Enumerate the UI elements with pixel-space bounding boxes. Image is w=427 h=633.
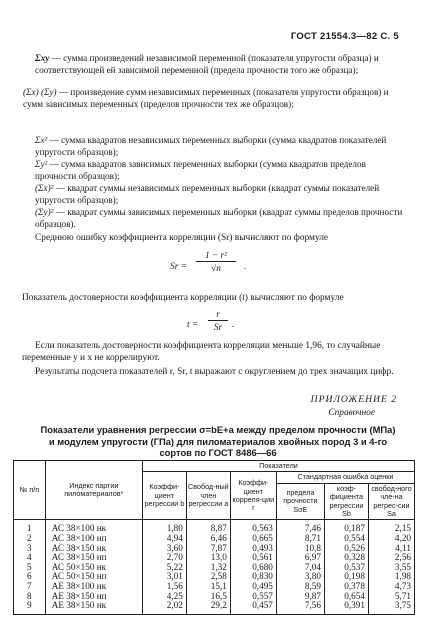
formula-t-lhs: t = xyxy=(187,320,199,330)
row-number-cell: 8 xyxy=(14,592,46,602)
coef-r-cell: 0,557 xyxy=(230,592,276,602)
header-s-a: свобод-ного чле-на регрес-сии Sa xyxy=(368,483,414,520)
error-sigma-cell: 7,04 xyxy=(276,563,324,573)
error-b-cell: 0,526 xyxy=(324,544,368,554)
error-sigma-cell: 3,80 xyxy=(276,572,324,582)
appendix-title: ПРИЛОЖЕНИЕ 2 xyxy=(310,394,397,405)
coef-a-cell: 1,32 xyxy=(186,563,230,573)
error-b-cell: 0,391 xyxy=(324,601,368,614)
error-a-cell: 5,71 xyxy=(368,592,414,602)
definition-text: — сумма квадратов зависимых переменных выборки (сумма квадратов пределов прочности образцов); xyxy=(35,159,366,181)
error-b-cell: 0,537 xyxy=(324,563,368,573)
batch-index-cell: АС 38×150 нп xyxy=(45,553,142,563)
definition-symbol: (Σy)² xyxy=(35,207,54,217)
coef-r-cell: 0,563 xyxy=(230,520,276,534)
row-number-cell: 1 xyxy=(14,520,46,534)
header-r: Коэффи-циент корреля-ции r xyxy=(230,472,276,520)
coef-a-cell: 6,46 xyxy=(186,534,230,544)
definition-text: — квадрат суммы независимых переменных выборки (квадрат суммы показателей упругости образцов); xyxy=(35,183,380,205)
error-b-cell: 0,328 xyxy=(324,553,368,563)
formula-sr-fraction xyxy=(196,250,236,273)
error-a-cell: 4,20 xyxy=(368,534,414,544)
row-number-cell: 9 xyxy=(14,601,46,614)
definition-text: — сумма квадратов независимых переменных выборки (сумма квадратов показателей упругости образцов); xyxy=(35,135,387,157)
definition-symbol: Σxy xyxy=(35,53,50,63)
formula-sr-lhs: Sr = xyxy=(170,262,188,272)
paragraph-sr: Среднюю ошибку коэффициента корреляции (Sr) вычисляют по формуле xyxy=(35,233,329,243)
definition-6 xyxy=(35,207,407,230)
definition-symbol: (Σx) (Σy) xyxy=(23,87,57,97)
error-b-cell: 0,654 xyxy=(324,592,368,602)
coef-r-cell: 0,495 xyxy=(230,582,276,592)
table-body xyxy=(14,520,415,614)
coef-a-cell: 7,87 xyxy=(186,544,230,554)
error-sigma-cell: 7,56 xyxy=(276,601,324,614)
definition-text: — сумма произведений независимой переменной (показателя упругости образца) и соответствующей ей зависимой переменной (предела прочности того же образца); xyxy=(35,53,379,75)
batch-index-cell: АЕ 38×150 нп xyxy=(45,592,142,602)
error-a-cell: 4,73 xyxy=(368,582,414,592)
coef-a-cell: 13,0 xyxy=(186,553,230,563)
error-b-cell: 0,554 xyxy=(324,534,368,544)
coef-a-cell: 2,58 xyxy=(186,572,230,582)
batch-index-cell: АС 38×100 нп xyxy=(45,534,142,544)
batch-index-cell: АС 38×100 нк xyxy=(45,520,142,534)
error-a-cell: 1,98 xyxy=(368,572,414,582)
formula-sr-tail: . xyxy=(244,262,247,272)
coef-r-cell: 0,830 xyxy=(230,572,276,582)
error-sigma-cell: 10,8 xyxy=(276,544,324,554)
coef-r-cell: 0,561 xyxy=(230,553,276,563)
definition-symbol: Σx² xyxy=(35,135,48,145)
definition-text: — квадрат суммы зависимых переменных выборки (квадрат суммы пределов прочности образцов). xyxy=(35,207,403,229)
coef-a-cell: 16,5 xyxy=(186,592,230,602)
coef-a-cell: 8,87 xyxy=(186,520,230,534)
coef-b-cell: 3,60 xyxy=(142,544,186,554)
header-s-b: коэф-фициента регрессии Sb xyxy=(324,483,368,520)
coef-b-cell: 1,80 xyxy=(142,520,186,534)
definition-1 xyxy=(35,53,407,76)
formula-denominator: Sr xyxy=(213,322,223,332)
error-sigma-cell: 8,71 xyxy=(276,534,324,544)
row-number-cell: 6 xyxy=(14,572,46,582)
row-number-cell: 7 xyxy=(14,582,46,592)
batch-index-cell: АЕ 38×100 нк xyxy=(45,582,142,592)
formula-t-fraction xyxy=(208,309,228,332)
error-a-cell: 3,55 xyxy=(368,563,414,573)
error-b-cell: 0,187 xyxy=(324,520,368,534)
error-b-cell: 0,198 xyxy=(324,572,368,582)
batch-index-cell: АС 38×150 нк xyxy=(45,544,142,554)
coef-b-cell: 2,70 xyxy=(142,553,186,563)
definition-3 xyxy=(35,135,407,158)
coef-r-cell: 0,457 xyxy=(230,601,276,614)
row-number-cell: 3 xyxy=(14,544,46,554)
error-a-cell: 2,56 xyxy=(368,553,414,563)
paragraph-threshold: Если показатель достоверности коэффициента корреляции меньше 1,96, то случайные переменные y и x не коррелируют. xyxy=(22,341,381,363)
paragraph-t: Показатель достоверности коэффициента корреляции (t) вычисляют по формуле xyxy=(22,293,344,303)
row-number-cell: 5 xyxy=(14,563,46,573)
formula-numerator: 1 − r² xyxy=(205,250,227,260)
error-sigma-cell: 8,59 xyxy=(276,582,324,592)
error-sigma-cell: 9,87 xyxy=(276,592,324,602)
coef-r-cell: 0,680 xyxy=(230,563,276,573)
header-b: Коэффи-циент регрессии b xyxy=(142,472,186,520)
coef-r-cell: 0,493 xyxy=(230,544,276,554)
batch-index-cell: АС 50×150 нп xyxy=(45,572,142,582)
error-a-cell: 2,15 xyxy=(368,520,414,534)
formula-denominator: √n xyxy=(211,263,221,273)
error-b-cell: 0,378 xyxy=(324,582,368,592)
table-caption: Показатели уравнения регрессии σ=bE+a между пределом прочности (МПа) и модулем упругости (ГПа) для пиломатериалов хвойных пород 3 и 4-го сортов по ГОСТ 8486—66 xyxy=(40,424,396,458)
coef-b-cell: 2,02 xyxy=(142,601,186,614)
definition-2 xyxy=(23,87,407,110)
error-sigma-cell: 7,46 xyxy=(276,520,324,534)
definition-symbol: (Σx)² xyxy=(35,183,54,193)
paragraph-rounding: Результаты подсчета показателей r, Sr, t выражают с округлением до трех значащих цифр. xyxy=(35,367,394,377)
definition-5 xyxy=(35,183,407,206)
table-row xyxy=(14,520,415,534)
table-row xyxy=(14,601,415,614)
coef-b-cell: 4,25 xyxy=(142,592,186,602)
row-number-cell: 4 xyxy=(14,553,46,563)
definition-text: — произведение сумм независимых переменных (показателя упругости образцов) и сумм зависимых переменных (пределов прочности тех же образцов); xyxy=(23,87,389,109)
coef-a-cell: 29,2 xyxy=(186,601,230,614)
coef-b-cell: 4,94 xyxy=(142,534,186,544)
fraction-line xyxy=(208,320,228,321)
appendix-subtitle: Справочное xyxy=(328,408,375,418)
batch-index-cell: АС 50×150 нк xyxy=(45,563,142,573)
header-indicators: Показатели xyxy=(142,461,414,472)
formula-numerator: r xyxy=(216,309,220,319)
fraction-line xyxy=(196,261,236,262)
row-number-cell: 2 xyxy=(14,534,46,544)
formula-t-tail: . xyxy=(232,320,235,330)
error-sigma-cell: 6,97 xyxy=(276,553,324,563)
coef-r-cell: 0,665 xyxy=(230,534,276,544)
header-s-sigma: предела прочности SσE xyxy=(276,483,324,520)
header-batch-index: Индекс партии пиломатериалов* xyxy=(45,461,142,520)
regression-table xyxy=(13,460,415,615)
coef-a-cell: 15,1 xyxy=(186,582,230,592)
coef-b-cell: 1,56 xyxy=(142,582,186,592)
definition-4 xyxy=(35,159,407,182)
batch-index-cell: АЕ 38×150 нк xyxy=(45,601,142,614)
page-header: ГОСТ 21554.3—82 С. 5 xyxy=(290,31,399,42)
header-num: № п/п xyxy=(14,461,46,520)
coef-b-cell: 3,01 xyxy=(142,572,186,582)
coef-b-cell: 5,22 xyxy=(142,563,186,573)
error-a-cell: 4,11 xyxy=(368,544,414,554)
header-standard-error: Стандартная ошибка оценки xyxy=(276,472,414,483)
error-a-cell: 3,75 xyxy=(368,601,414,614)
definition-symbol: Σy² xyxy=(35,159,48,169)
header-a: Свобод-ный член регрессии a xyxy=(186,472,230,520)
